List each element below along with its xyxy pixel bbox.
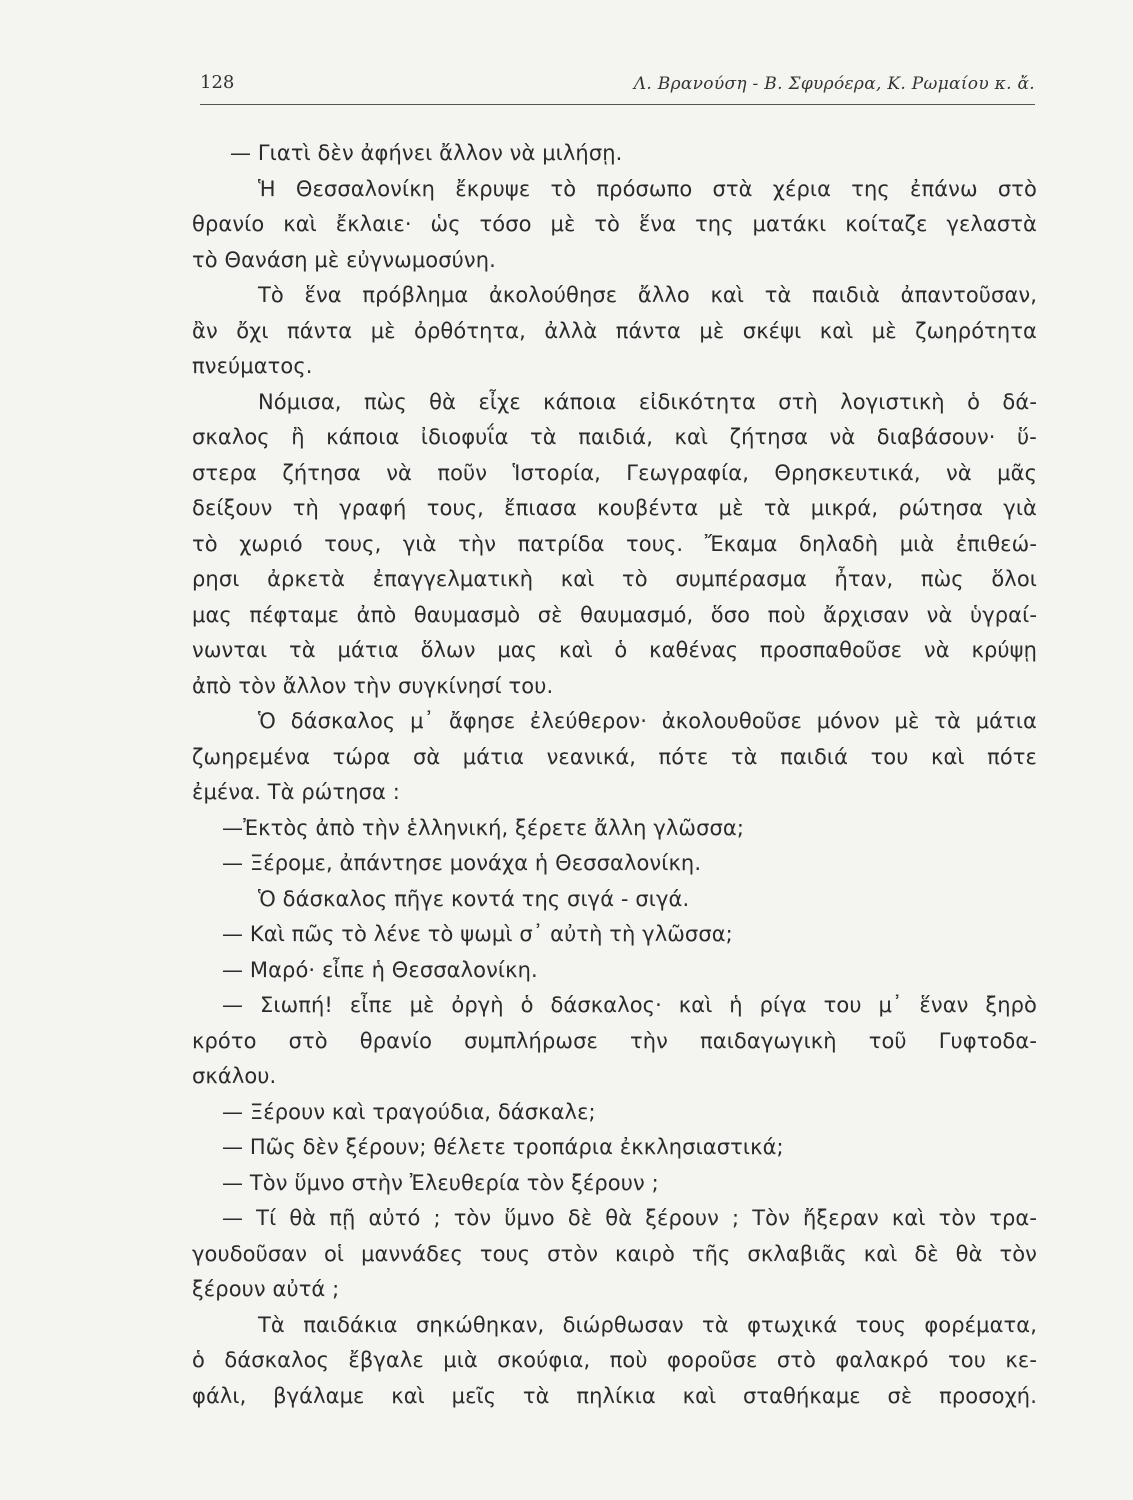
text-line: φάλι, βγάλαμε καὶ μεῖς τὰ πηλίκια καὶ σταθήκαμε σὲ προσοχή. — [192, 1383, 1037, 1408]
running-head — [200, 72, 1035, 105]
text-line: στερα ζήτησα νὰ ποῦν Ἱστορία, Γεωγραφία, Θρησκευτικά, νὰ μᾶς — [192, 460, 1037, 485]
text-line: — Γιατὶ δὲν ἀφήνει ἄλλον νὰ μιλήσῃ. — [230, 141, 623, 165]
text-line: — Καὶ πῶς τὸ λένε τὸ ψωμὶ σ᾽ αὐτὴ τὴ γλῶσσα; — [222, 922, 733, 946]
text-line: σκάλου. — [192, 1064, 277, 1088]
text-line: Ἡ Θεσσαλονίκη ἔκρυψε τὸ πρόσωπο στὰ χέρια της ἐπάνω στὸ — [258, 176, 1037, 201]
text-line: ὁ δάσκαλος ἔβγαλε μιὰ σκούφια, ποὺ φοροῦσε στὸ φαλακρό του κε- — [192, 1348, 1037, 1372]
text-line: Τὰ παιδάκια σηκώθηκαν, διώρθωσαν τὰ φτωχικά τους φορέματα, — [258, 1312, 1037, 1337]
text-line: —Ἐκτὸς ἀπὸ τὴν ἑλληνική, ξέρετε ἄλλη γλῶσσα; — [222, 815, 745, 840]
text-line: — Ξέρομε, ἀπάντησε μονάχα ἡ Θεσσαλονίκη. — [222, 851, 702, 875]
text-line: — Σιωπή! εἶπε μὲ ὀργὴ ὁ δάσκαλος· καὶ ἡ ρίγα του μ᾽ ἕναν ξηρὸ — [222, 993, 1037, 1017]
text-line: Ὁ δάσκαλος μ᾽ ἄφησε ἐλεύθερον· ἀκολουθοῦσε μόνον μὲ τὰ μάτια — [258, 709, 1037, 733]
text-line: — Ξέρουν καὶ τραγούδια, δάσκαλε; — [222, 1099, 596, 1124]
text-line: γουδοῦσαν οἱ μαννάδες τους στὸν καιρὸ τῆς σκλαβιᾶς καὶ δὲ θὰ τὸν — [192, 1241, 1037, 1266]
text-line: Τὸ ἕνα πρόβλημα ἀκολούθησε ἄλλο καὶ τὰ παιδιὰ ἀπαντοῦσαν, — [258, 283, 1037, 307]
text-line: ρησι ἀρκετὰ ἐπαγγελματικὴ καὶ τὸ συμπέρασμα ἦταν, πὼς ὅλοι — [192, 567, 1037, 591]
text-line: ἐμένα. Τὰ ρώτησα : — [192, 780, 400, 804]
text-line: σκαλος ἢ κάποια ἰδιοφυΐα τὰ παιδιά, καὶ ζήτησα νὰ διαβάσουν· ὕ- — [192, 425, 1037, 449]
text-line: ἂν ὄχι πάντα μὲ ὀρθότητα, ἀλλὰ πάντα μὲ σκέψι καὶ μὲ ζωηρότητα — [192, 318, 1037, 343]
text-line: ξέρουν αὐτά ; — [192, 1277, 340, 1301]
page-number: 128 — [200, 72, 235, 93]
text-line: Ὁ δάσκαλος πῆγε κοντά της σιγά - σιγά. — [258, 886, 690, 911]
text-line: κρότο στὸ θρανίο συμπλήρωσε τὴν παιδαγωγικὴ τοῦ Γυφτοδα- — [192, 1028, 1037, 1053]
text-line: — Τί θὰ πῇ αὐτό ; τὸν ὕμνο δὲ θὰ ξέρουν ; Τὸν ἤξεραν καὶ τὸν τρα- — [222, 1206, 1037, 1230]
text-line: — Τὸν ὕμνο στὴν Ἐλευθερία τὸν ξέρουν ; — [222, 1170, 659, 1195]
text-line: πνεύματος. — [192, 354, 313, 378]
text-line: τὸ χωριό τους, γιὰ τὴν πατρίδα τους. Ἔκαμα δηλαδὴ μιὰ ἐπιθεώ- — [192, 531, 1037, 556]
text-line: θρανίο καὶ ἔκλαιε· ὡς τόσο μὲ τὸ ἕνα της ματάκι κοίταζε γελαστὰ — [192, 212, 1037, 236]
text-line: — Πῶς δὲν ξέρουν; θέλετε τροπάρια ἐκκλησιαστικά; — [222, 1135, 784, 1159]
text-line: — Μαρό· εἶπε ἡ Θεσσαλονίκη. — [222, 957, 538, 982]
text-line: δείξουν τὴ γραφή τους, ἔπιασα κουβέντα μὲ τὰ μικρά, ρώτησα γιὰ — [192, 496, 1037, 520]
body-text — [192, 136, 1037, 1414]
running-head-authors: Λ. Βρανούση - Β. Σφυρόερα, Κ. Ρωμαίου κ. ἄ. — [633, 74, 1035, 94]
text-line: Νόμισα, πὼς θὰ εἶχε κάποια εἰδικότητα στὴ λογιστικὴ ὁ δά- — [258, 389, 1037, 414]
text-line: ζωηρεμένα τώρα σὰ μάτια νεανικά, πότε τὰ παιδιά του καὶ πότε — [192, 744, 1037, 769]
text-line: νωνται τὰ μάτια ὅλων μας καὶ ὁ καθένας προσπαθοῦσε νὰ κρύψῃ — [192, 638, 1037, 662]
text-line: μας πέφταμε ἀπὸ θαυμασμὸ σὲ θαυμασμό, ὅσο ποὺ ἄρχισαν νὰ ὑγραί- — [192, 602, 1037, 627]
text-line: ἀπὸ τὸν ἄλλον τὴν συγκίνησί του. — [192, 673, 554, 698]
text-line: τὸ Θανάση μὲ εὐγνωμοσύνη. — [192, 247, 496, 272]
